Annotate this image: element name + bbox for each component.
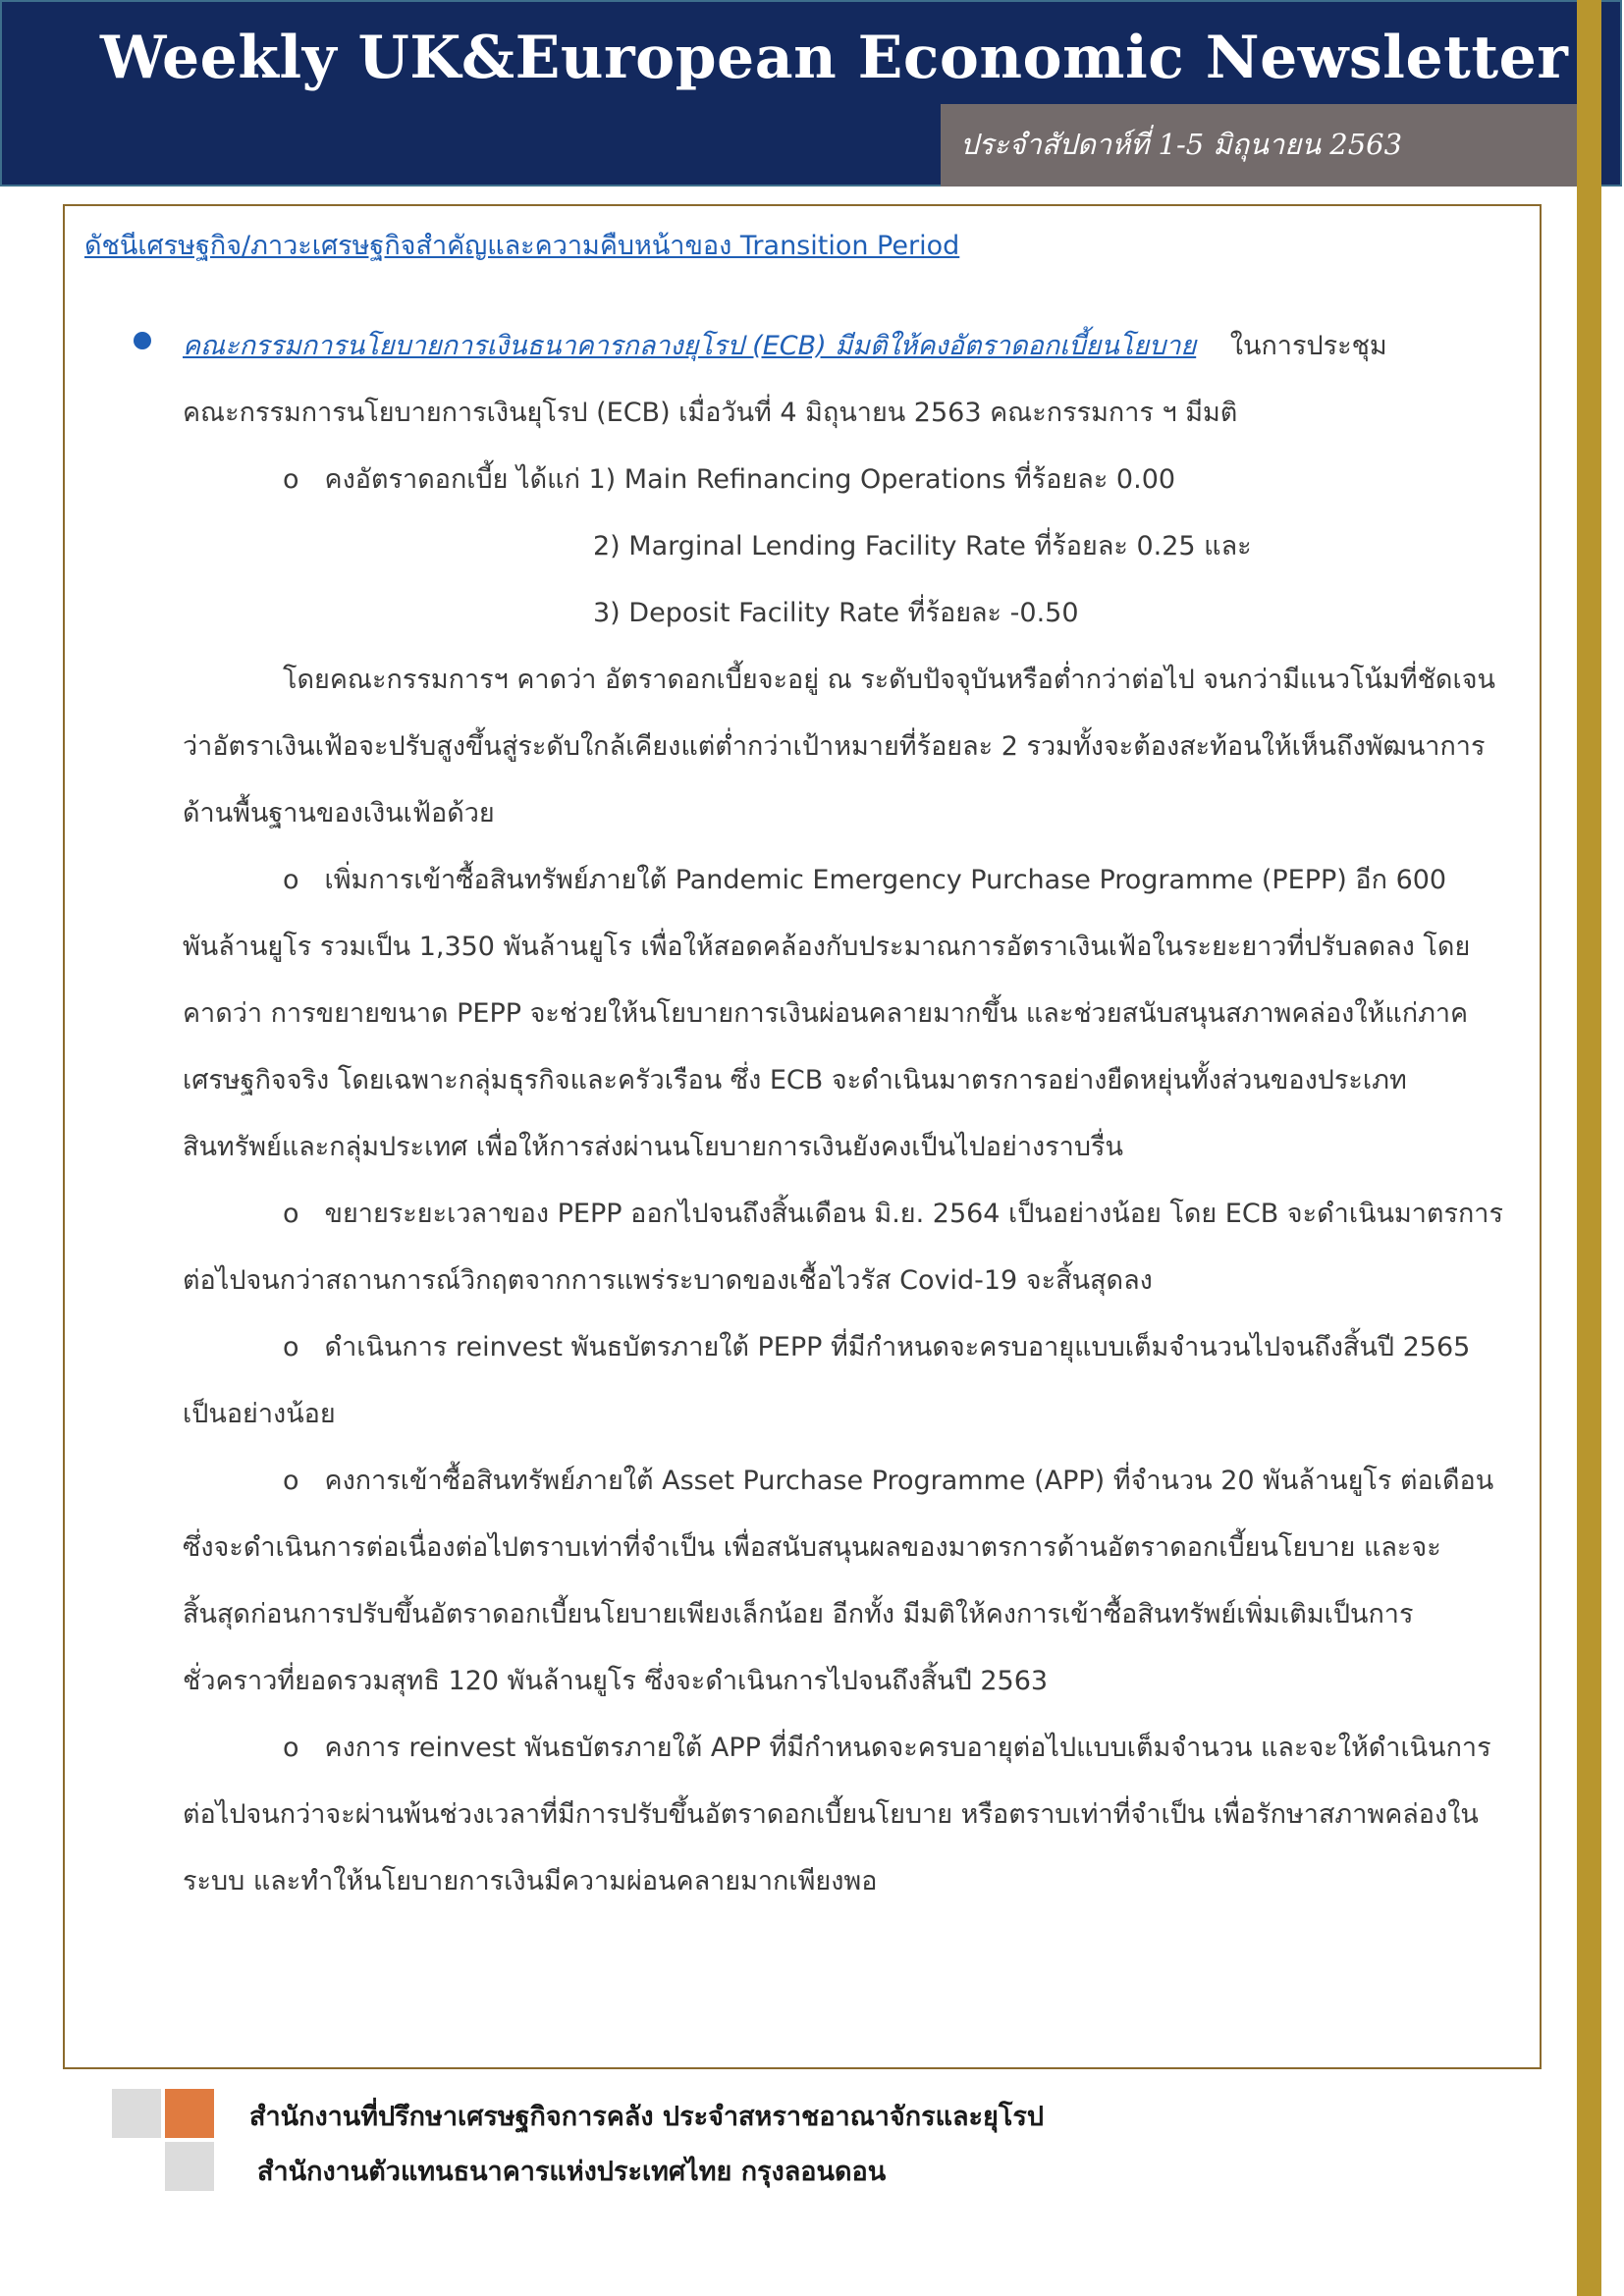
date-banner	[941, 104, 1577, 187]
sub-bullet-line	[283, 1192, 1503, 1234]
body-line: พันล้านยูโร รวมเป็น 1,350 พันล้านยูโร เพื่อให้สอดคล้องกับประมาณการอัตราเงินเฟ้อในระยะยาวที่ปรับลดลง โดย	[183, 932, 1471, 962]
body-line: 3) Deposit Facility Rate ที่ร้อยละ -0.50	[593, 598, 1079, 628]
sub-bullet-text: คงการเข้าซื้อสินทรัพย์ภายใต้ Asset Purchase Programme (APP) ที่จำนวน 20 พันล้านยูโร ต่อเดือน	[324, 1466, 1494, 1496]
sub-bullet-icon: o	[283, 1199, 299, 1229]
body-line: โดยคณะกรรมการฯ คาดว่า อัตราดอกเบี้ยจะอยู่ ณ ระดับปัจจุบันหรือต่ำกว่าต่อไป จนกว่ามีแนวโน้มที่ชัดเจน	[283, 665, 1495, 695]
sub-bullet-text: ขยายระยะเวลาของ PEPP ออกไปจนถึงสิ้นเดือน มิ.ย. 2564 เป็นอย่างน้อย โดย ECB จะดำเนินมาตรการ	[324, 1199, 1503, 1229]
sub-bullet-text: เพิ่มการเข้าซื้อสินทรัพย์ภายใต้ Pandemic Emergency Purchase Programme (PEPP) อีก 600	[324, 865, 1447, 895]
body-line: ชั่วคราวที่ยอดรวมสุทธิ 120 พันล้านยูโร ซึ่งจะดำเนินการไปจนถึงสิ้นปี 2563	[183, 1666, 1049, 1696]
body-line: ต่อไปจนกว่าสถานการณ์วิกฤตจากการแพร่ระบาดของเชื้อไวรัส Covid-19 จะสิ้นสุดลง	[183, 1265, 1153, 1296]
gold-side-bar	[1577, 0, 1601, 2296]
body-line: ต่อไปจนกว่าจะผ่านพ้นช่วงเวลาที่มีการปรับขึ้นอัตราดอกเบี้ยนโยบาย หรือตราบเท่าที่จำเป็น เพื่อรักษาสภาพคล่องใน	[183, 1799, 1479, 1830]
sub-bullet-icon: o	[283, 1466, 299, 1496]
sub-bullet-text: คงอัตราดอกเบี้ย ได้แก่ 1) Main Refinancing Operations ที่ร้อยละ 0.00	[324, 464, 1176, 495]
sub-bullet-line	[283, 457, 1175, 500]
sub-bullet-line	[283, 1726, 1491, 1768]
body-line: คณะกรรมการนโยบายการเงินยุโรป (ECB) เมื่อวันที่ 4 มิถุนายน 2563 คณะกรรมการ ฯ มีมติ	[183, 398, 1238, 428]
body-line: ซึ่งจะดำเนินการต่อเนื่องต่อไปตราบเท่าที่จำเป็น เพื่อสนับสนุนผลของมาตรการด้านอัตราดอกเบี้ยนโยบาย และจะ	[183, 1532, 1441, 1563]
body-line: ว่าอัตราเงินเฟ้อจะปรับสูงขึ้นสู่ระดับใกล้เคียงแต่ต่ำกว่าเป้าหมายที่ร้อยละ 2 รวมทั้งจะต้องสะท้อนให้เห็นถึงพัฒนาการ	[183, 731, 1486, 762]
sub-bullet-line	[283, 1459, 1493, 1501]
sub-bullet-text: ดำเนินการ reinvest พันธบัตรภายใต้ PEPP ที่มีกำหนดจะครบอายุแบบเต็มจำนวนไปจนถึงสิ้นปี 2565	[324, 1332, 1471, 1362]
headline-line	[183, 324, 1387, 366]
footer-office-line: สำนักงานที่ปรึกษาเศรษฐกิจการคลัง ประจำสหราชอาณาจักรและยุโรป	[249, 2102, 1044, 2132]
body-line: ด้านพื้นฐานของเงินเฟ้อด้วย	[183, 798, 495, 828]
sub-bullet-icon: o	[283, 464, 299, 495]
headline-link[interactable]: คณะกรรมการนโยบายการเงินธนาคารกลางยุโรป (ECB) มีมติให้คงอัตราดอกเบี้ยนโยบาย	[183, 331, 1197, 361]
footer-logo-square	[112, 2089, 161, 2138]
footer-logo-square	[165, 2089, 214, 2138]
sub-bullet-text: คงการ reinvest พันธบัตรภายใต้ APP ที่มีกำหนดจะครบอายุต่อไปแบบเต็มจำนวน และจะให้ดำเนินการ	[324, 1733, 1491, 1763]
sub-bullet-line	[283, 858, 1446, 900]
body-line: ในการประชุม	[1229, 331, 1387, 361]
footer-office-line: สำนักงานตัวแทนธนาคารแห่งประเทศไทย กรุงลอนดอน	[257, 2157, 887, 2187]
body-line: สินทรัพย์และกลุ่มประเทศ เพื่อให้การส่งผ่านนโยบายการเงินยังคงเป็นไปอย่างราบรื่น	[183, 1132, 1123, 1162]
sub-bullet-icon: o	[283, 1332, 299, 1362]
section-title-link[interactable]: ดัชนีเศรษฐกิจ/ภาวะเศรษฐกิจสำคัญและความคืบหน้าของ Transition Period	[84, 231, 960, 261]
issue-date: ประจำสัปดาห์ที่ 1-5 มิถุนายน 2563	[960, 128, 1403, 161]
sub-bullet-line	[283, 1325, 1470, 1367]
sub-bullet-icon: o	[283, 865, 299, 895]
body-line: สิ้นสุดก่อนการปรับขึ้นอัตราดอกเบี้ยนโยบายเพียงเล็กน้อย อีกทั้ง มีมติให้คงการเข้าซื้อสินทรัพย์เพิ่มเติมเป็นการ	[183, 1599, 1414, 1629]
body-line: เศรษฐกิจจริง โดยเฉพาะกลุ่มธุรกิจและครัวเรือน ซึ่ง ECB จะดำเนินมาตรการอย่างยืดหยุ่นทั้งส่วนของประเภท	[183, 1065, 1407, 1095]
body-line: คาดว่า การขยายขนาด PEPP จะช่วยให้นโยบายการเงินผ่อนคลายมากขึ้น และช่วยสนับสนุนสภาพคล่องให้แก่ภาค	[183, 998, 1469, 1029]
bullet-icon	[134, 332, 151, 349]
sub-bullet-icon: o	[283, 1733, 299, 1763]
body-line: ระบบ และทำให้นโยบายการเงินมีความผ่อนคลายมากเพียงพอ	[183, 1866, 878, 1896]
body-line: เป็นอย่างน้อย	[183, 1399, 336, 1429]
body-line: 2) Marginal Lending Facility Rate ที่ร้อยละ 0.25 และ	[593, 531, 1252, 561]
footer-logo-square	[165, 2142, 214, 2191]
newsletter-title: Weekly UK&European Economic Newsletter	[100, 24, 1569, 92]
